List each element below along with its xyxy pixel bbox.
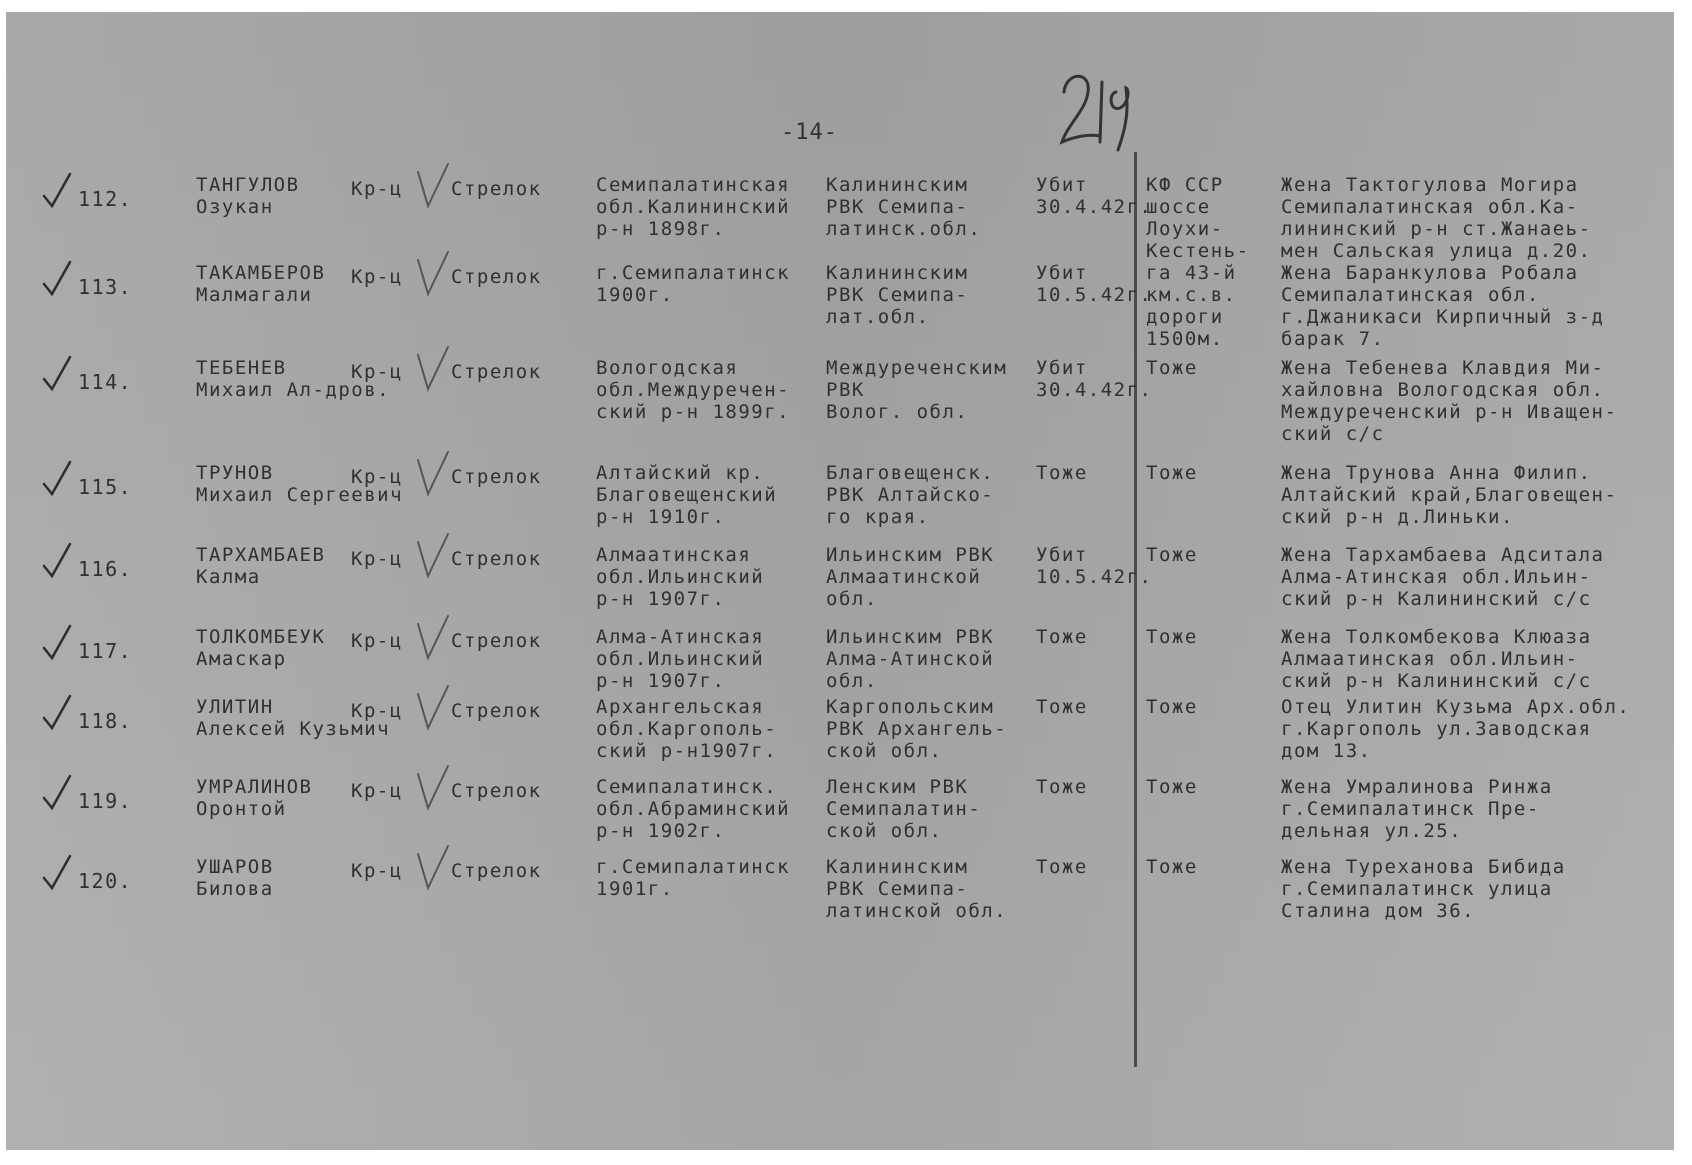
rank-tick-mark <box>414 345 454 395</box>
cell-birth: р-н 1898г. <box>596 218 726 240</box>
rank-tick-mark <box>414 614 454 664</box>
cell-drafted: латинской обл. <box>826 900 1008 922</box>
margin-check-mark <box>40 540 80 580</box>
cell-fate: Тоже <box>1036 462 1088 484</box>
cell-position: Стрелок <box>451 630 542 652</box>
cell-position: Стрелок <box>451 860 542 882</box>
cell-drafted: Ильинским РВК <box>826 626 995 648</box>
cell-birth: Семипалатинская <box>596 174 791 196</box>
cell-name: ТАРХАМБАЕВ <box>196 544 326 566</box>
cell-name: Малмагали <box>196 284 313 306</box>
cell-name: Оронтой <box>196 798 287 820</box>
cell-birth: обл.Ильинский <box>596 566 765 588</box>
cell-fate: 30.4.42г. <box>1036 196 1153 218</box>
cell-relative: Алма-Атинская обл.Ильин- <box>1281 566 1592 588</box>
document-sheet <box>6 12 1674 1150</box>
cell-birth: г.Семипалатинск <box>596 262 791 284</box>
cell-rank: Кр-ц <box>351 361 403 383</box>
cell-drafted: Семипалатин- <box>826 798 982 820</box>
cell-name: ТЕБЕНЕВ <box>196 357 287 379</box>
cell-relative: хайловна Вологодская обл. <box>1281 379 1605 401</box>
cell-relative: Сталина дом 36. <box>1281 900 1476 922</box>
cell-drafted: РВК Семипа- <box>826 284 969 306</box>
cell-no: 119. <box>78 789 133 813</box>
cell-name: ТРУНОВ <box>196 462 274 484</box>
cell-position: Стрелок <box>451 700 542 722</box>
cell-position: Стрелок <box>451 780 542 802</box>
cell-relative: Отец Улитин Кузьма Арх.обл. <box>1281 696 1631 718</box>
cell-position: Стрелок <box>451 178 542 200</box>
cell-fate: Тоже <box>1036 626 1088 648</box>
cell-birth: р-н 1910г. <box>596 506 726 528</box>
cell-relative: Жена Умралинова Ринжа <box>1281 776 1553 798</box>
cell-relative: г.Семипалатинск улица <box>1281 878 1553 900</box>
margin-check-mark <box>40 692 80 732</box>
rank-tick-mark <box>414 450 454 500</box>
cell-fate: Тоже <box>1036 856 1088 878</box>
cell-rank: Кр-ц <box>351 860 403 882</box>
cell-drafted: РВК Семипа- <box>826 878 969 900</box>
cell-drafted: Каргопольским <box>826 696 995 718</box>
cell-position: Стрелок <box>451 466 542 488</box>
cell-relative: г.Каргополь ул.Заводская <box>1281 718 1592 740</box>
cell-burial: шоссе <box>1146 196 1211 218</box>
cell-birth: Архангельская <box>596 696 765 718</box>
cell-birth: обл.Абраминский <box>596 798 791 820</box>
cell-relative: г.Семипалатинск Пре- <box>1281 798 1540 820</box>
cell-no: 115. <box>78 475 133 499</box>
cell-relative: ский р-н д.Линьки. <box>1281 506 1514 528</box>
cell-drafted: РВК Архангель- <box>826 718 1008 740</box>
cell-name: ТАКАМБЕРОВ <box>196 262 326 284</box>
handwritten-page-mark <box>1056 62 1146 157</box>
cell-name: УЛИТИН <box>196 696 274 718</box>
rank-tick-mark <box>414 684 454 734</box>
cell-drafted: Калининским <box>826 174 969 196</box>
cell-relative: Семипалатинская обл. <box>1281 284 1540 306</box>
cell-birth: Алтайский кр. <box>596 462 765 484</box>
cell-burial: км.с.в. <box>1146 284 1237 306</box>
cell-birth: обл.Каргополь- <box>596 718 778 740</box>
cell-drafted: ской обл. <box>826 820 943 842</box>
cell-burial: га 43-й <box>1146 262 1237 284</box>
cell-relative: Алтайский край,Благовещен- <box>1281 484 1618 506</box>
cell-drafted: го края. <box>826 506 930 528</box>
rank-tick-mark <box>414 162 454 212</box>
cell-name: Амаскар <box>196 648 287 670</box>
cell-burial: Тоже <box>1146 696 1198 718</box>
cell-birth: Вологодская <box>596 357 739 379</box>
cell-birth: 1901г. <box>596 878 674 900</box>
cell-burial: Тоже <box>1146 462 1198 484</box>
cell-name: Михаил Ал-дров. <box>196 379 391 401</box>
cell-name: ТОЛКОМБЕУК <box>196 626 326 648</box>
cell-birth: ский р-н1907г. <box>596 740 778 762</box>
margin-check-mark <box>40 772 80 812</box>
cell-relative: ский с/с <box>1281 423 1385 445</box>
cell-drafted: ской обл. <box>826 740 943 762</box>
cell-fate: 10.5.42г. <box>1036 284 1153 306</box>
cell-rank: Кр-ц <box>351 178 403 200</box>
cell-birth: р-н 1907г. <box>596 588 726 610</box>
cell-birth: р-н 1907г. <box>596 670 726 692</box>
cell-burial: 1500м. <box>1146 328 1224 350</box>
cell-burial: Тоже <box>1146 544 1198 566</box>
cell-relative: барак 7. <box>1281 328 1385 350</box>
cell-fate: 30.4.42г. <box>1036 379 1153 401</box>
cell-name: УШАРОВ <box>196 856 274 878</box>
cell-no: 112. <box>78 187 133 211</box>
cell-drafted: Волог. обл. <box>826 401 969 423</box>
cell-burial: Лоухи- <box>1146 218 1224 240</box>
cell-no: 117. <box>78 639 133 663</box>
cell-name: Алексей Кузьмич <box>196 718 391 740</box>
rank-tick-mark <box>414 250 454 300</box>
cell-birth: Алмаатинская <box>596 544 752 566</box>
margin-check-mark <box>40 170 80 210</box>
cell-relative: Междуреченский р-н Иващен- <box>1281 401 1618 423</box>
cell-fate: Убит <box>1036 357 1088 379</box>
cell-drafted: РВК Алтайско- <box>826 484 995 506</box>
rank-tick-mark <box>414 844 454 894</box>
cell-relative: Жена Тактогулова Могира <box>1281 174 1579 196</box>
cell-position: Стрелок <box>451 266 542 288</box>
cell-birth: обл.Ильинский <box>596 648 765 670</box>
cell-name: Билова <box>196 878 274 900</box>
cell-drafted: Алмаатинской <box>826 566 982 588</box>
cell-birth: г.Семипалатинск <box>596 856 791 878</box>
cell-relative: лининский р-н ст.Жанаеь- <box>1281 218 1592 240</box>
cell-birth: обл.Междуречен- <box>596 379 791 401</box>
margin-check-mark <box>40 258 80 298</box>
cell-fate: 10.5.42г. <box>1036 566 1153 588</box>
cell-no: 113. <box>78 275 133 299</box>
cell-relative: ский р-н Калининский с/с <box>1281 670 1592 692</box>
cell-fate: Убит <box>1036 544 1088 566</box>
cell-drafted: РВК <box>826 379 865 401</box>
cell-drafted: лат.обл. <box>826 306 930 328</box>
cell-relative: Алмаатинская обл.Ильин- <box>1281 648 1579 670</box>
cell-burial: Кестень- <box>1146 240 1250 262</box>
margin-check-mark <box>40 353 80 393</box>
cell-birth: Семипалатинск. <box>596 776 778 798</box>
cell-relative: Семипалатинская обл.Ка- <box>1281 196 1579 218</box>
cell-relative: дельная ул.25. <box>1281 820 1463 842</box>
cell-relative: дом 13. <box>1281 740 1372 762</box>
cell-birth: обл.Калининский <box>596 196 791 218</box>
cell-drafted: Ильинским РВК <box>826 544 995 566</box>
cell-burial: дороги <box>1146 306 1224 328</box>
cell-drafted: Калининским <box>826 856 969 878</box>
cell-no: 114. <box>78 370 133 394</box>
cell-rank: Кр-ц <box>351 548 403 570</box>
cell-rank: Кр-ц <box>351 630 403 652</box>
cell-birth: р-н 1902г. <box>596 820 726 842</box>
cell-name: ТАНГУЛОВ <box>196 174 300 196</box>
cell-position: Стрелок <box>451 548 542 570</box>
margin-check-mark <box>40 852 80 892</box>
cell-burial: Тоже <box>1146 776 1198 798</box>
cell-drafted: Междуреченским <box>826 357 1008 379</box>
cell-drafted: латинск.обл. <box>826 218 982 240</box>
cell-drafted: РВК Семипа- <box>826 196 969 218</box>
cell-position: Стрелок <box>451 361 542 383</box>
cell-fate: Убит <box>1036 174 1088 196</box>
cell-relative: ский р-н Калининский с/с <box>1281 588 1592 610</box>
cell-birth: 1900г. <box>596 284 674 306</box>
cell-name: Михаил Сергеевич <box>196 484 404 506</box>
rank-tick-mark <box>414 764 454 814</box>
margin-check-mark <box>40 458 80 498</box>
margin-check-mark <box>40 622 80 662</box>
cell-burial: Тоже <box>1146 626 1198 648</box>
cell-birth: Алма-Атинская <box>596 626 765 648</box>
cell-relative: Жена Баранкулова Робала <box>1281 262 1579 284</box>
cell-relative: мен Сальская улица д.20. <box>1281 240 1592 262</box>
cell-rank: Кр-ц <box>351 780 403 802</box>
cell-relative: Жена Трунова Анна Филип. <box>1281 462 1592 484</box>
cell-no: 118. <box>78 709 133 733</box>
cell-drafted: Калининским <box>826 262 969 284</box>
cell-name: УМРАЛИНОВ <box>196 776 313 798</box>
cell-burial: Тоже <box>1146 357 1198 379</box>
cell-birth: Благовещенский <box>596 484 778 506</box>
page-number: -14- <box>781 120 838 145</box>
cell-fate: Тоже <box>1036 776 1088 798</box>
cell-no: 116. <box>78 557 133 581</box>
cell-fate: Тоже <box>1036 696 1088 718</box>
cell-rank: Кр-ц <box>351 466 403 488</box>
cell-drafted: обл. <box>826 588 878 610</box>
cell-burial: Тоже <box>1146 856 1198 878</box>
cell-fate: Убит <box>1036 262 1088 284</box>
cell-drafted: Ленским РВК <box>826 776 969 798</box>
cell-drafted: Алма-Атинской <box>826 648 995 670</box>
cell-drafted: Благовещенск. <box>826 462 995 484</box>
cell-relative: г.Джаникаси Кирпичный з-д <box>1281 306 1605 328</box>
cell-relative: Жена Толкомбекова Клюаза <box>1281 626 1592 648</box>
cell-name: Калма <box>196 566 261 588</box>
rank-tick-mark <box>414 532 454 582</box>
cell-drafted: обл. <box>826 670 878 692</box>
cell-relative: Жена Туреханова Бибида <box>1281 856 1566 878</box>
cell-name: Озукан <box>196 196 274 218</box>
cell-birth: ский р-н 1899г. <box>596 401 791 423</box>
cell-rank: Кр-ц <box>351 700 403 722</box>
cell-relative: Жена Тебенева Клавдия Ми- <box>1281 357 1605 379</box>
cell-relative: Жена Тархамбаева Адситала <box>1281 544 1605 566</box>
cell-rank: Кр-ц <box>351 266 403 288</box>
cell-no: 120. <box>78 869 133 893</box>
cell-burial: КФ ССР <box>1146 174 1224 196</box>
